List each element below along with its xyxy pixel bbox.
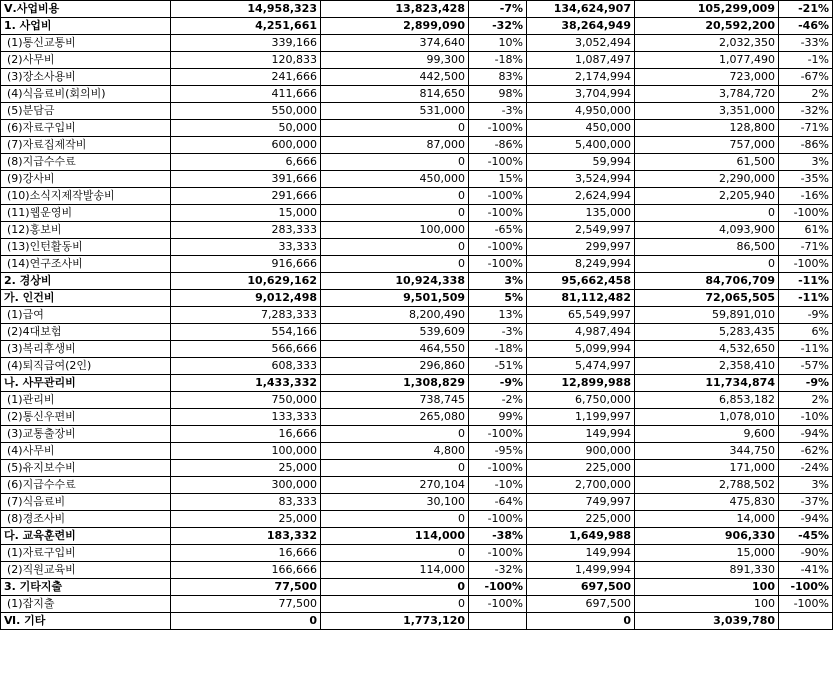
- table-row[interactable]: [1, 511, 833, 528]
- monthly-budget-cell[interactable]: 4,251,661: [171, 18, 321, 35]
- monthly-budget-cell[interactable]: 166,666: [171, 562, 321, 579]
- monthly-actual-cell[interactable]: 1,308,829: [321, 375, 469, 392]
- cumulative-budget-cell[interactable]: 2,174,994: [527, 69, 635, 86]
- monthly-rate-cell[interactable]: -3%: [469, 324, 527, 341]
- cumulative-budget-cell[interactable]: 81,112,482: [527, 290, 635, 307]
- table-row[interactable]: [1, 137, 833, 154]
- table-row[interactable]: [1, 69, 833, 86]
- monthly-rate-cell[interactable]: -100%: [469, 545, 527, 562]
- row-label[interactable]: 가. 인건비: [1, 290, 171, 307]
- table-row[interactable]: [1, 222, 833, 239]
- monthly-actual-cell[interactable]: 0: [321, 460, 469, 477]
- row-label[interactable]: (4)사무비: [1, 443, 171, 460]
- row-label[interactable]: (2)사무비: [1, 52, 171, 69]
- row-label[interactable]: (2)직원교육비: [1, 562, 171, 579]
- table-row[interactable]: [1, 341, 833, 358]
- monthly-actual-cell[interactable]: 531,000: [321, 103, 469, 120]
- cumulative-rate-cell[interactable]: -45%: [779, 528, 833, 545]
- cumulative-actual-cell[interactable]: 171,000: [635, 460, 779, 477]
- monthly-rate-cell[interactable]: -100%: [469, 426, 527, 443]
- monthly-actual-cell[interactable]: 9,501,509: [321, 290, 469, 307]
- monthly-budget-cell[interactable]: 283,333: [171, 222, 321, 239]
- cumulative-rate-cell[interactable]: -37%: [779, 494, 833, 511]
- monthly-budget-cell[interactable]: 50,000: [171, 120, 321, 137]
- cumulative-rate-cell[interactable]: 2%: [779, 392, 833, 409]
- cumulative-rate-cell[interactable]: -100%: [779, 579, 833, 596]
- monthly-actual-cell[interactable]: 270,104: [321, 477, 469, 494]
- monthly-rate-cell[interactable]: 13%: [469, 307, 527, 324]
- cumulative-budget-cell[interactable]: 4,987,494: [527, 324, 635, 341]
- monthly-rate-cell[interactable]: -86%: [469, 137, 527, 154]
- cumulative-budget-cell[interactable]: 2,549,997: [527, 222, 635, 239]
- cumulative-budget-cell[interactable]: 299,997: [527, 239, 635, 256]
- row-label[interactable]: (14)연구조사비: [1, 256, 171, 273]
- table-row[interactable]: [1, 324, 833, 341]
- table-row[interactable]: [1, 358, 833, 375]
- cumulative-actual-cell[interactable]: 723,000: [635, 69, 779, 86]
- cumulative-budget-cell[interactable]: 5,474,997: [527, 358, 635, 375]
- cumulative-budget-cell[interactable]: 225,000: [527, 511, 635, 528]
- monthly-budget-cell[interactable]: 14,958,323: [171, 1, 321, 18]
- row-label[interactable]: Ⅴ.사업비용: [1, 1, 171, 18]
- table-row[interactable]: [1, 477, 833, 494]
- table-row[interactable]: [1, 205, 833, 222]
- cumulative-rate-cell[interactable]: -71%: [779, 120, 833, 137]
- cumulative-budget-cell[interactable]: 900,000: [527, 443, 635, 460]
- monthly-rate-cell[interactable]: [469, 613, 527, 630]
- cumulative-rate-cell[interactable]: -71%: [779, 239, 833, 256]
- table-row[interactable]: [1, 154, 833, 171]
- monthly-budget-cell[interactable]: 6,666: [171, 154, 321, 171]
- monthly-actual-cell[interactable]: 0: [321, 256, 469, 273]
- table-row[interactable]: [1, 409, 833, 426]
- table-row[interactable]: [1, 86, 833, 103]
- table-row[interactable]: [1, 52, 833, 69]
- row-label[interactable]: 3. 기타지출: [1, 579, 171, 596]
- monthly-rate-cell[interactable]: -100%: [469, 511, 527, 528]
- cumulative-budget-cell[interactable]: 65,549,997: [527, 307, 635, 324]
- cumulative-rate-cell[interactable]: [779, 613, 833, 630]
- cumulative-rate-cell[interactable]: -24%: [779, 460, 833, 477]
- cumulative-rate-cell[interactable]: -10%: [779, 409, 833, 426]
- monthly-rate-cell[interactable]: -65%: [469, 222, 527, 239]
- monthly-rate-cell[interactable]: -3%: [469, 103, 527, 120]
- monthly-rate-cell[interactable]: -51%: [469, 358, 527, 375]
- cumulative-rate-cell[interactable]: -57%: [779, 358, 833, 375]
- table-row-category[interactable]: [1, 613, 833, 630]
- monthly-actual-cell[interactable]: 114,000: [321, 562, 469, 579]
- cumulative-actual-cell[interactable]: 891,330: [635, 562, 779, 579]
- cumulative-rate-cell[interactable]: -41%: [779, 562, 833, 579]
- row-label[interactable]: (7)식음료비: [1, 494, 171, 511]
- cumulative-budget-cell[interactable]: 1,649,988: [527, 528, 635, 545]
- cumulative-actual-cell[interactable]: 906,330: [635, 528, 779, 545]
- monthly-rate-cell[interactable]: 99%: [469, 409, 527, 426]
- monthly-actual-cell[interactable]: 0: [321, 154, 469, 171]
- cumulative-actual-cell[interactable]: 344,750: [635, 443, 779, 460]
- monthly-actual-cell[interactable]: 30,100: [321, 494, 469, 511]
- cumulative-rate-cell[interactable]: -94%: [779, 511, 833, 528]
- row-label[interactable]: (1)급여: [1, 307, 171, 324]
- table-row[interactable]: [1, 239, 833, 256]
- cumulative-actual-cell[interactable]: 0: [635, 205, 779, 222]
- monthly-rate-cell[interactable]: 5%: [469, 290, 527, 307]
- monthly-rate-cell[interactable]: -100%: [469, 256, 527, 273]
- cumulative-actual-cell[interactable]: 1,077,490: [635, 52, 779, 69]
- cumulative-actual-cell[interactable]: 475,830: [635, 494, 779, 511]
- monthly-budget-cell[interactable]: 554,166: [171, 324, 321, 341]
- cumulative-budget-cell[interactable]: 1,499,994: [527, 562, 635, 579]
- cumulative-rate-cell[interactable]: -100%: [779, 596, 833, 613]
- monthly-budget-cell[interactable]: 10,629,162: [171, 273, 321, 290]
- monthly-rate-cell[interactable]: -18%: [469, 341, 527, 358]
- row-label[interactable]: (5)유지보수비: [1, 460, 171, 477]
- cumulative-budget-cell[interactable]: 12,899,988: [527, 375, 635, 392]
- row-label[interactable]: (3)장소사용비: [1, 69, 171, 86]
- monthly-rate-cell[interactable]: -95%: [469, 443, 527, 460]
- row-label[interactable]: (13)인턴활동비: [1, 239, 171, 256]
- monthly-actual-cell[interactable]: 114,000: [321, 528, 469, 545]
- cumulative-rate-cell[interactable]: -90%: [779, 545, 833, 562]
- row-label[interactable]: (11)웹운영비: [1, 205, 171, 222]
- table-row[interactable]: [1, 120, 833, 137]
- table-row[interactable]: [1, 256, 833, 273]
- cumulative-budget-cell[interactable]: 134,624,907: [527, 1, 635, 18]
- monthly-actual-cell[interactable]: 1,773,120: [321, 613, 469, 630]
- row-label[interactable]: (4)식음료비(회의비): [1, 86, 171, 103]
- monthly-actual-cell[interactable]: 814,650: [321, 86, 469, 103]
- table-row[interactable]: [1, 188, 833, 205]
- cumulative-actual-cell[interactable]: 105,299,009: [635, 1, 779, 18]
- monthly-actual-cell[interactable]: 4,800: [321, 443, 469, 460]
- monthly-budget-cell[interactable]: 391,666: [171, 171, 321, 188]
- monthly-rate-cell[interactable]: -9%: [469, 375, 527, 392]
- cumulative-actual-cell[interactable]: 5,283,435: [635, 324, 779, 341]
- row-label[interactable]: (10)소식지제작발송비: [1, 188, 171, 205]
- monthly-actual-cell[interactable]: 13,823,428: [321, 1, 469, 18]
- monthly-budget-cell[interactable]: 120,833: [171, 52, 321, 69]
- cumulative-actual-cell[interactable]: 61,500: [635, 154, 779, 171]
- cumulative-budget-cell[interactable]: 3,704,994: [527, 86, 635, 103]
- row-label[interactable]: (7)자료집제작비: [1, 137, 171, 154]
- monthly-budget-cell[interactable]: 291,666: [171, 188, 321, 205]
- monthly-budget-cell[interactable]: 100,000: [171, 443, 321, 460]
- cumulative-actual-cell[interactable]: 84,706,709: [635, 273, 779, 290]
- monthly-budget-cell[interactable]: 16,666: [171, 426, 321, 443]
- cumulative-rate-cell[interactable]: -21%: [779, 1, 833, 18]
- cumulative-budget-cell[interactable]: 0: [527, 613, 635, 630]
- monthly-actual-cell[interactable]: 539,609: [321, 324, 469, 341]
- monthly-budget-cell[interactable]: 608,333: [171, 358, 321, 375]
- row-label[interactable]: (12)홍보비: [1, 222, 171, 239]
- cumulative-budget-cell[interactable]: 3,524,994: [527, 171, 635, 188]
- table-row-category[interactable]: [1, 1, 833, 18]
- cumulative-budget-cell[interactable]: 6,750,000: [527, 392, 635, 409]
- monthly-rate-cell[interactable]: -18%: [469, 52, 527, 69]
- row-label[interactable]: (6)지급수수료: [1, 477, 171, 494]
- monthly-budget-cell[interactable]: 133,333: [171, 409, 321, 426]
- row-label[interactable]: 나. 사무관리비: [1, 375, 171, 392]
- cumulative-actual-cell[interactable]: 2,290,000: [635, 171, 779, 188]
- monthly-actual-cell[interactable]: 442,500: [321, 69, 469, 86]
- row-label[interactable]: (3)복리후생비: [1, 341, 171, 358]
- monthly-actual-cell[interactable]: 2,899,090: [321, 18, 469, 35]
- cumulative-rate-cell[interactable]: -9%: [779, 375, 833, 392]
- monthly-actual-cell[interactable]: 87,000: [321, 137, 469, 154]
- cumulative-budget-cell[interactable]: 5,400,000: [527, 137, 635, 154]
- cumulative-actual-cell[interactable]: 2,358,410: [635, 358, 779, 375]
- monthly-actual-cell[interactable]: 265,080: [321, 409, 469, 426]
- cumulative-actual-cell[interactable]: 3,351,000: [635, 103, 779, 120]
- monthly-actual-cell[interactable]: 0: [321, 205, 469, 222]
- cumulative-rate-cell[interactable]: -46%: [779, 18, 833, 35]
- monthly-rate-cell[interactable]: 15%: [469, 171, 527, 188]
- row-label[interactable]: (3)교통출장비: [1, 426, 171, 443]
- cumulative-budget-cell[interactable]: 225,000: [527, 460, 635, 477]
- cumulative-actual-cell[interactable]: 1,078,010: [635, 409, 779, 426]
- monthly-rate-cell[interactable]: 10%: [469, 35, 527, 52]
- cumulative-actual-cell[interactable]: 100: [635, 579, 779, 596]
- table-row[interactable]: [1, 35, 833, 52]
- monthly-rate-cell[interactable]: -100%: [469, 579, 527, 596]
- monthly-rate-cell[interactable]: -100%: [469, 120, 527, 137]
- monthly-budget-cell[interactable]: 33,333: [171, 239, 321, 256]
- cumulative-budget-cell[interactable]: 3,052,494: [527, 35, 635, 52]
- cumulative-actual-cell[interactable]: 128,800: [635, 120, 779, 137]
- monthly-budget-cell[interactable]: 300,000: [171, 477, 321, 494]
- cumulative-rate-cell[interactable]: -100%: [779, 256, 833, 273]
- monthly-actual-cell[interactable]: 100,000: [321, 222, 469, 239]
- cumulative-rate-cell[interactable]: 3%: [779, 477, 833, 494]
- cumulative-rate-cell[interactable]: -62%: [779, 443, 833, 460]
- table-row[interactable]: [1, 307, 833, 324]
- monthly-rate-cell[interactable]: -100%: [469, 239, 527, 256]
- table-row-category[interactable]: [1, 579, 833, 596]
- cumulative-rate-cell[interactable]: -9%: [779, 307, 833, 324]
- table-row[interactable]: [1, 103, 833, 120]
- monthly-budget-cell[interactable]: 25,000: [171, 460, 321, 477]
- row-label[interactable]: (2)4대보험: [1, 324, 171, 341]
- monthly-rate-cell[interactable]: -38%: [469, 528, 527, 545]
- cumulative-budget-cell[interactable]: 450,000: [527, 120, 635, 137]
- monthly-budget-cell[interactable]: 9,012,498: [171, 290, 321, 307]
- row-label[interactable]: 다. 교육훈련비: [1, 528, 171, 545]
- cumulative-rate-cell[interactable]: -94%: [779, 426, 833, 443]
- monthly-rate-cell[interactable]: -64%: [469, 494, 527, 511]
- cumulative-budget-cell[interactable]: 697,500: [527, 579, 635, 596]
- monthly-actual-cell[interactable]: 0: [321, 511, 469, 528]
- cumulative-budget-cell[interactable]: 1,199,997: [527, 409, 635, 426]
- cumulative-actual-cell[interactable]: 15,000: [635, 545, 779, 562]
- cumulative-rate-cell[interactable]: -16%: [779, 188, 833, 205]
- monthly-rate-cell[interactable]: -7%: [469, 1, 527, 18]
- table-row[interactable]: [1, 562, 833, 579]
- cumulative-budget-cell[interactable]: 2,624,994: [527, 188, 635, 205]
- cumulative-rate-cell[interactable]: 61%: [779, 222, 833, 239]
- cumulative-rate-cell[interactable]: 6%: [779, 324, 833, 341]
- monthly-budget-cell[interactable]: 241,666: [171, 69, 321, 86]
- row-label[interactable]: (8)경조사비: [1, 511, 171, 528]
- monthly-budget-cell[interactable]: 0: [171, 613, 321, 630]
- cumulative-actual-cell[interactable]: 3,784,720: [635, 86, 779, 103]
- monthly-budget-cell[interactable]: 77,500: [171, 596, 321, 613]
- row-label[interactable]: (4)퇴직급여(2인): [1, 358, 171, 375]
- cumulative-rate-cell[interactable]: -67%: [779, 69, 833, 86]
- row-label[interactable]: (1)관리비: [1, 392, 171, 409]
- monthly-actual-cell[interactable]: 0: [321, 579, 469, 596]
- cumulative-budget-cell[interactable]: 697,500: [527, 596, 635, 613]
- cumulative-rate-cell[interactable]: 3%: [779, 154, 833, 171]
- monthly-actual-cell[interactable]: 738,745: [321, 392, 469, 409]
- cumulative-actual-cell[interactable]: 2,032,350: [635, 35, 779, 52]
- monthly-actual-cell[interactable]: 0: [321, 239, 469, 256]
- cumulative-rate-cell[interactable]: -100%: [779, 205, 833, 222]
- table-row[interactable]: [1, 426, 833, 443]
- cumulative-rate-cell[interactable]: -32%: [779, 103, 833, 120]
- monthly-budget-cell[interactable]: 183,332: [171, 528, 321, 545]
- monthly-rate-cell[interactable]: -100%: [469, 205, 527, 222]
- cumulative-rate-cell[interactable]: -35%: [779, 171, 833, 188]
- cumulative-actual-cell[interactable]: 20,592,200: [635, 18, 779, 35]
- row-label[interactable]: 2. 경상비: [1, 273, 171, 290]
- cumulative-budget-cell[interactable]: 38,264,949: [527, 18, 635, 35]
- row-label[interactable]: (1)잡지출: [1, 596, 171, 613]
- monthly-budget-cell[interactable]: 916,666: [171, 256, 321, 273]
- cumulative-budget-cell[interactable]: 95,662,458: [527, 273, 635, 290]
- row-label[interactable]: 1. 사업비: [1, 18, 171, 35]
- monthly-budget-cell[interactable]: 77,500: [171, 579, 321, 596]
- monthly-actual-cell[interactable]: 0: [321, 188, 469, 205]
- cumulative-actual-cell[interactable]: 757,000: [635, 137, 779, 154]
- cumulative-actual-cell[interactable]: 86,500: [635, 239, 779, 256]
- cumulative-rate-cell[interactable]: -33%: [779, 35, 833, 52]
- table-row[interactable]: [1, 443, 833, 460]
- table-row[interactable]: [1, 392, 833, 409]
- cumulative-actual-cell[interactable]: 9,600: [635, 426, 779, 443]
- monthly-budget-cell[interactable]: 566,666: [171, 341, 321, 358]
- table-row-category[interactable]: [1, 375, 833, 392]
- cumulative-actual-cell[interactable]: 2,205,940: [635, 188, 779, 205]
- table-row[interactable]: [1, 494, 833, 511]
- cumulative-actual-cell[interactable]: 6,853,182: [635, 392, 779, 409]
- monthly-actual-cell[interactable]: 464,550: [321, 341, 469, 358]
- monthly-budget-cell[interactable]: 25,000: [171, 511, 321, 528]
- cumulative-actual-cell[interactable]: 14,000: [635, 511, 779, 528]
- cumulative-actual-cell[interactable]: 100: [635, 596, 779, 613]
- table-row[interactable]: [1, 545, 833, 562]
- row-label[interactable]: (9)강사비: [1, 171, 171, 188]
- cumulative-budget-cell[interactable]: 8,249,994: [527, 256, 635, 273]
- monthly-budget-cell[interactable]: 1,433,332: [171, 375, 321, 392]
- budget-table-body: [1, 1, 833, 630]
- cumulative-rate-cell[interactable]: -11%: [779, 273, 833, 290]
- row-label[interactable]: Ⅵ. 기타: [1, 613, 171, 630]
- cumulative-budget-cell[interactable]: 149,994: [527, 545, 635, 562]
- cumulative-actual-cell[interactable]: 0: [635, 256, 779, 273]
- row-label[interactable]: (2)통신우편비: [1, 409, 171, 426]
- monthly-rate-cell[interactable]: 98%: [469, 86, 527, 103]
- monthly-budget-cell[interactable]: 7,283,333: [171, 307, 321, 324]
- table-row-category[interactable]: [1, 273, 833, 290]
- row-label[interactable]: (5)분담금: [1, 103, 171, 120]
- monthly-budget-cell[interactable]: 750,000: [171, 392, 321, 409]
- monthly-actual-cell[interactable]: 0: [321, 120, 469, 137]
- monthly-rate-cell[interactable]: -2%: [469, 392, 527, 409]
- monthly-budget-cell[interactable]: 83,333: [171, 494, 321, 511]
- cumulative-rate-cell[interactable]: -11%: [779, 341, 833, 358]
- row-label[interactable]: (1)통신교통비: [1, 35, 171, 52]
- monthly-actual-cell[interactable]: 0: [321, 545, 469, 562]
- monthly-rate-cell[interactable]: 3%: [469, 273, 527, 290]
- cumulative-actual-cell[interactable]: 4,093,900: [635, 222, 779, 239]
- monthly-budget-cell[interactable]: 600,000: [171, 137, 321, 154]
- table-row-category[interactable]: [1, 528, 833, 545]
- table-row-category[interactable]: [1, 18, 833, 35]
- monthly-actual-cell[interactable]: 296,860: [321, 358, 469, 375]
- row-label[interactable]: (1)자료구입비: [1, 545, 171, 562]
- monthly-rate-cell[interactable]: -100%: [469, 154, 527, 171]
- cumulative-budget-cell[interactable]: 149,994: [527, 426, 635, 443]
- cumulative-actual-cell[interactable]: 59,891,010: [635, 307, 779, 324]
- monthly-actual-cell[interactable]: 8,200,490: [321, 307, 469, 324]
- cumulative-actual-cell[interactable]: 72,065,505: [635, 290, 779, 307]
- monthly-budget-cell[interactable]: 411,666: [171, 86, 321, 103]
- monthly-actual-cell[interactable]: 10,924,338: [321, 273, 469, 290]
- table-row[interactable]: [1, 171, 833, 188]
- monthly-budget-cell[interactable]: 16,666: [171, 545, 321, 562]
- cumulative-actual-cell[interactable]: 11,734,874: [635, 375, 779, 392]
- monthly-budget-cell[interactable]: 15,000: [171, 205, 321, 222]
- cumulative-budget-cell[interactable]: 59,994: [527, 154, 635, 171]
- monthly-actual-cell[interactable]: 0: [321, 426, 469, 443]
- monthly-rate-cell[interactable]: -32%: [469, 18, 527, 35]
- monthly-actual-cell[interactable]: 0: [321, 596, 469, 613]
- cumulative-actual-cell[interactable]: 3,039,780: [635, 613, 779, 630]
- cumulative-actual-cell[interactable]: 2,788,502: [635, 477, 779, 494]
- cumulative-budget-cell[interactable]: 4,950,000: [527, 103, 635, 120]
- cumulative-budget-cell[interactable]: 1,087,497: [527, 52, 635, 69]
- cumulative-budget-cell[interactable]: 5,099,994: [527, 341, 635, 358]
- row-label[interactable]: (8)지급수수료: [1, 154, 171, 171]
- cumulative-rate-cell[interactable]: -1%: [779, 52, 833, 69]
- monthly-rate-cell[interactable]: -10%: [469, 477, 527, 494]
- monthly-rate-cell[interactable]: 83%: [469, 69, 527, 86]
- table-row[interactable]: [1, 596, 833, 613]
- monthly-rate-cell[interactable]: -100%: [469, 188, 527, 205]
- cumulative-actual-cell[interactable]: 4,532,650: [635, 341, 779, 358]
- monthly-budget-cell[interactable]: 339,166: [171, 35, 321, 52]
- table-row[interactable]: [1, 460, 833, 477]
- row-label[interactable]: (6)자료구입비: [1, 120, 171, 137]
- monthly-actual-cell[interactable]: 374,640: [321, 35, 469, 52]
- monthly-rate-cell[interactable]: -32%: [469, 562, 527, 579]
- cumulative-rate-cell[interactable]: -11%: [779, 290, 833, 307]
- monthly-rate-cell[interactable]: -100%: [469, 596, 527, 613]
- cumulative-budget-cell[interactable]: 2,700,000: [527, 477, 635, 494]
- cumulative-budget-cell[interactable]: 749,997: [527, 494, 635, 511]
- monthly-budget-cell[interactable]: 550,000: [171, 103, 321, 120]
- monthly-rate-cell[interactable]: -100%: [469, 460, 527, 477]
- cumulative-rate-cell[interactable]: -86%: [779, 137, 833, 154]
- cumulative-rate-cell[interactable]: 2%: [779, 86, 833, 103]
- cumulative-budget-cell[interactable]: 135,000: [527, 205, 635, 222]
- monthly-actual-cell[interactable]: 99,300: [321, 52, 469, 69]
- monthly-actual-cell[interactable]: 450,000: [321, 171, 469, 188]
- table-row-category[interactable]: [1, 290, 833, 307]
